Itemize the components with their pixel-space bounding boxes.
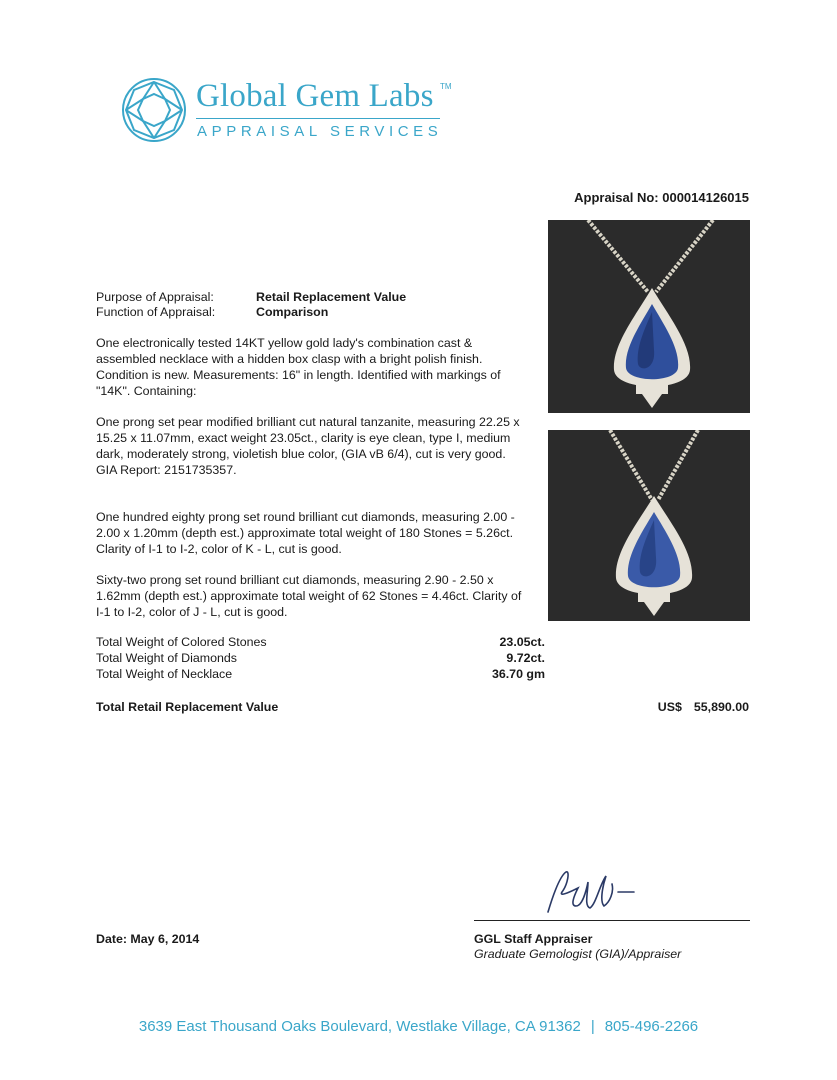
total-retail-amount: 55,890.00 [693,700,749,714]
footer-phone: 805-496-2266 [604,1018,699,1035]
brand-name: Global Gem Labs [196,78,434,114]
tanzanite-necklace-photo [548,430,750,621]
total-necklace-value: 36.70 gm [491,667,545,681]
total-diamonds-value: 9.72ct. [506,651,545,665]
description-tanzanite: One prong set pear modified brilliant cut natural tanzanite, measuring 22.25 x 15.25 x 11.07mm, exact weight 23.05ct., clarity is eye clean, type I, medium dark, moderately strong, violetish blue color, (GIA vB 6/4), cut is very good. GIA Report: 2151735357. [96,415,520,477]
total-colored-stones-value: 23.05ct. [499,635,545,649]
function-value: Comparison [256,305,329,319]
description-diamonds-62: Sixty-two prong set round brilliant cut diamonds, measuring 2.90 - 2.50 x 1.62mm (depth est.) approximate total weight of 62 Stones = 4.46ct. Clarity of I-1 to I-2, color of J - L, cut is good. [96,573,522,619]
description-diamonds-180: One hundred eighty prong set round brilliant cut diamonds, measuring 2.00 - 2.00 x 1.20mm (depth est.) approximate total weight of 180 Stones = 5.26ct. Clarity of I-1 to I-2, color of K - L, cut is good. [96,510,515,556]
diamond-outline-icon [120,76,188,144]
total-retail-currency: US$ [657,700,682,714]
appraisal-number: Appraisal No: 000014126015 [574,190,749,205]
brand-divider [196,118,440,119]
total-colored-stones-label: Total Weight of Colored Stones [96,635,267,649]
total-retail-label: Total Retail Replacement Value [96,700,279,714]
brand-trademark: TM [440,82,452,91]
purpose-value: Retail Replacement Value [256,290,407,304]
purpose-label: Purpose of Appraisal: [96,290,214,304]
appraisal-date: Date: May 6, 2014 [96,932,200,946]
footer-contact [0,1018,837,1035]
necklace-photo-2 [548,430,750,621]
total-necklace-label: Total Weight of Necklace [96,667,233,681]
description-necklace: One electronically tested 14KT yellow gold lady's combination cast & assembled necklace with a hidden box clasp with a bright polish finish. Condition is new. Measurements: 16" in length. Identified with markings of "14K". Containing: [96,336,501,398]
signature-line [474,920,750,921]
total-retail-value [658,699,749,715]
function-label: Function of Appraisal: [96,305,216,319]
necklace-photo-1 [548,220,750,413]
total-diamonds-label: Total Weight of Diamonds [96,651,237,665]
footer-separator: | [590,1018,595,1035]
appraiser-title: Graduate Gemologist (GIA)/Appraiser [474,947,682,961]
tanzanite-necklace-photo [548,220,750,413]
brand-subtitle: APPRAISAL SERVICES [197,123,443,140]
appraiser-signature [540,862,650,922]
appraiser-name: GGL Staff Appraiser [474,932,593,946]
footer-address: 3639 East Thousand Oaks Boulevard, Westlake Village, CA 91362 [138,1018,581,1035]
